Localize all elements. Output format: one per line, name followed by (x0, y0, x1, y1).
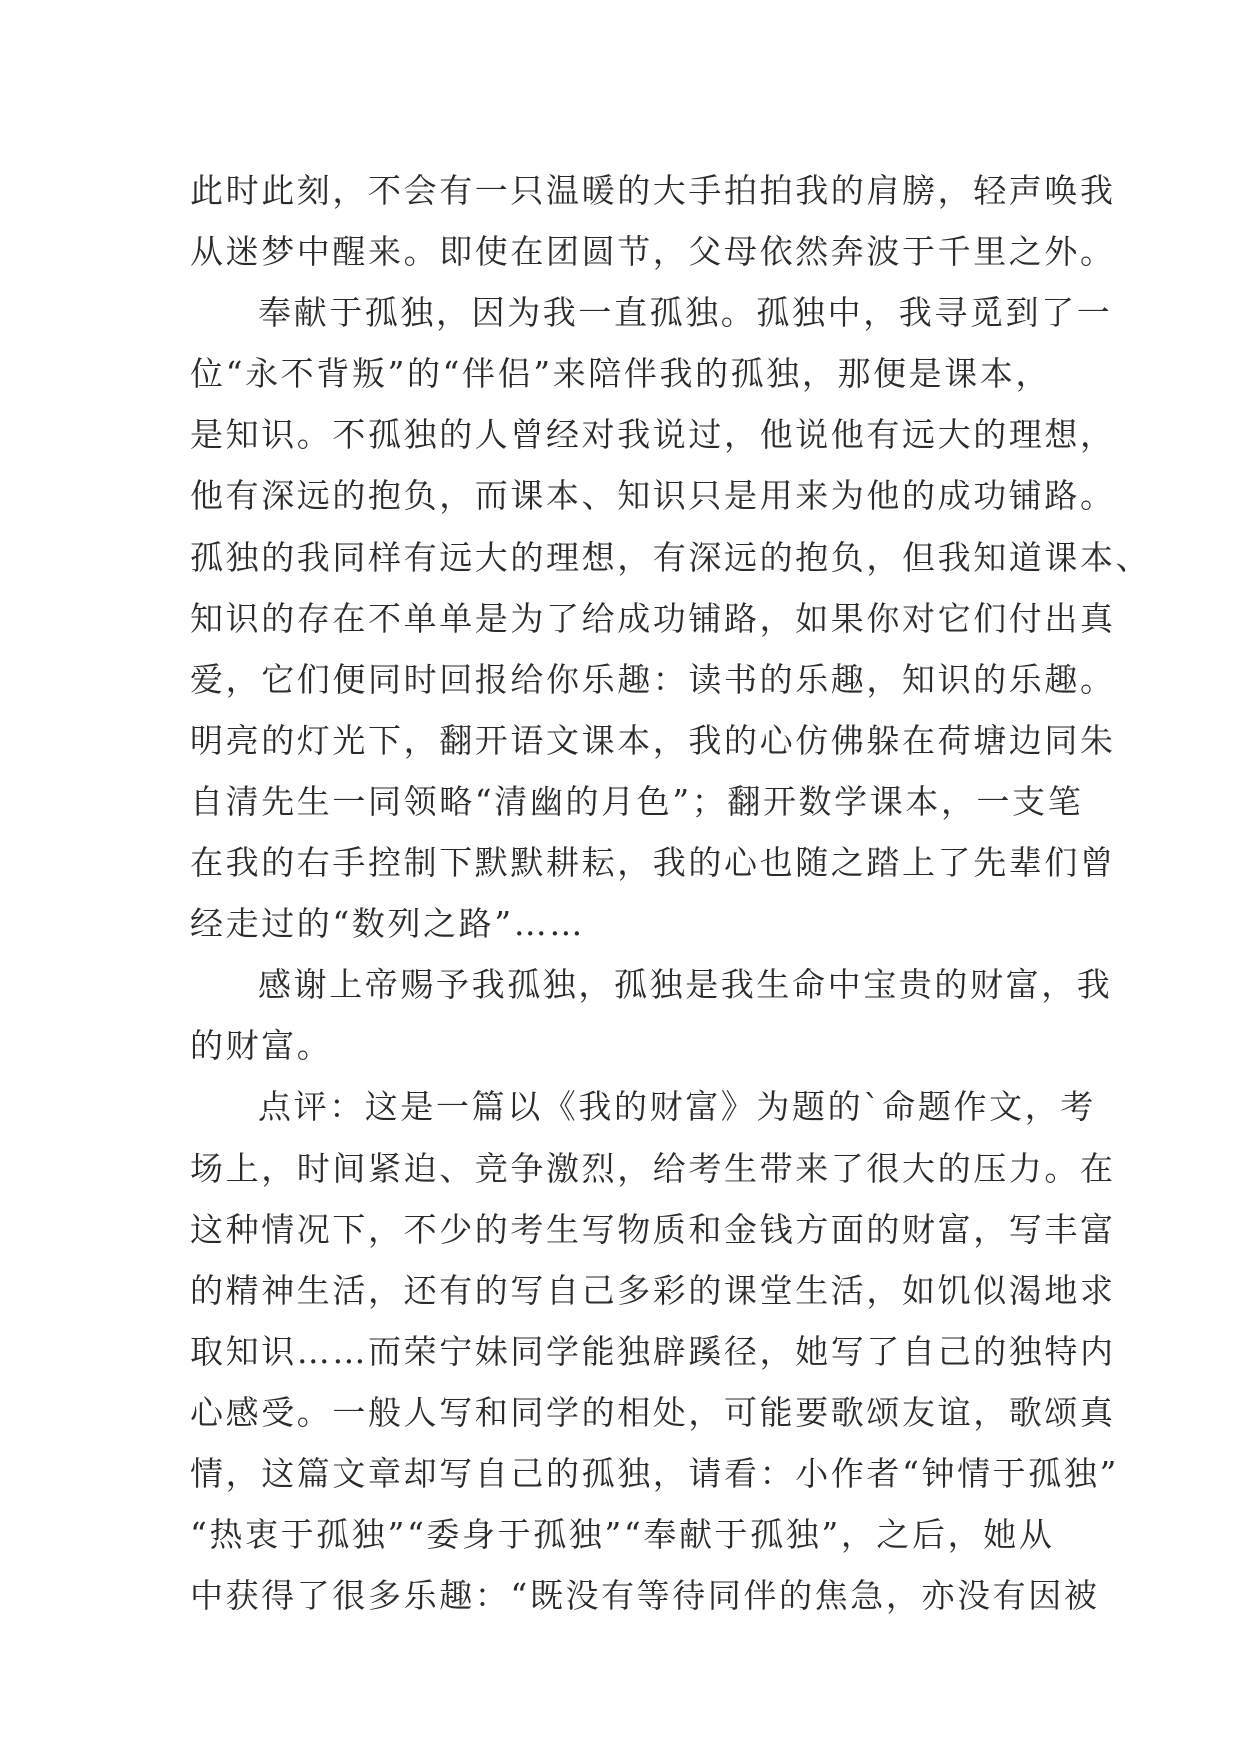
text-line: 知识的存在不单单是为了给成功铺路，如果你对它们付出真 (190, 598, 1116, 638)
paragraph-start-line: 感谢上帝赐予我孤独，孤独是我生命中宝贵的财富，我 (258, 965, 1113, 1005)
paragraph-start-line: 点评：这是一篇以《我的财富》为题的`命题作文，考 (258, 1087, 1096, 1127)
text-line: 爱，它们便同时回报给你乐趣：读书的乐趣，知识的乐趣。 (190, 659, 1116, 699)
text-line: 位“永不背叛”的“伴侣”来陪伴我的孤独，那便是课本， (190, 354, 1052, 394)
text-line: 此时此刻，不会有一只温暖的大手拍拍我的肩膀，轻声唤我 (190, 171, 1116, 210)
text-line: 从迷梦中醒来。即使在团圆节，父母依然奔波于千里之外。 (190, 232, 1116, 272)
text-line: 取知识……而荣宁妹同学能独辟蹊径，她写了自己的独特内 (190, 1331, 1116, 1371)
text-line: 孤独的我同样有远大的理想，有深远的抱负，但我知道课本、 (190, 537, 1152, 577)
text-line: 中获得了很多乐趣：“既没有等待同伴的焦急，亦没有因被 (190, 1576, 1100, 1616)
text-line: 心感受。一般人写和同学的相处，可能要歌颂友谊，歌颂真 (190, 1392, 1116, 1432)
text-line: 自清先生一同领略“清幽的月色”；翻开数学课本，一支笔 (190, 781, 1084, 821)
paragraph-start-line: 奉献于孤独，因为我一直孤独。孤独中，我寻觅到了一 (258, 293, 1113, 333)
text-line: 明亮的灯光下，翻开语文课本，我的心仿佛躲在荷塘边同朱 (190, 720, 1116, 760)
text-line: 的财富。 (190, 1026, 333, 1066)
text-line: “热衷于孤独”“委身于孤独”“奉献于孤独”，之后，她从 (190, 1515, 1055, 1555)
text-line: 这种情况下，不少的考生写物质和金钱方面的财富，写丰富 (190, 1209, 1116, 1249)
text-line: 在我的右手控制下默默耕耘，我的心也随之踏上了先辈们曾 (190, 843, 1116, 883)
body-text (190, 160, 1152, 1626)
text-line: 经走过的“数列之路”…… (190, 904, 585, 944)
text-line: 他有深远的抱负，而课本、知识只是用来为他的成功铺路。 (190, 476, 1116, 516)
text-line: 情，这篇文章却写自己的孤独，请看：小作者“钟情于孤独” (190, 1453, 1119, 1493)
text-line: 场上，时间紧迫、竞争激烈，给考生带来了很大的压力。在 (190, 1148, 1116, 1188)
text-line: 是知识。不孤独的人曾经对我说过，他说他有远大的理想， (190, 415, 1116, 455)
text-line: 的精神生活，还有的写自己多彩的课堂生活，如饥似渴地求 (190, 1270, 1116, 1310)
